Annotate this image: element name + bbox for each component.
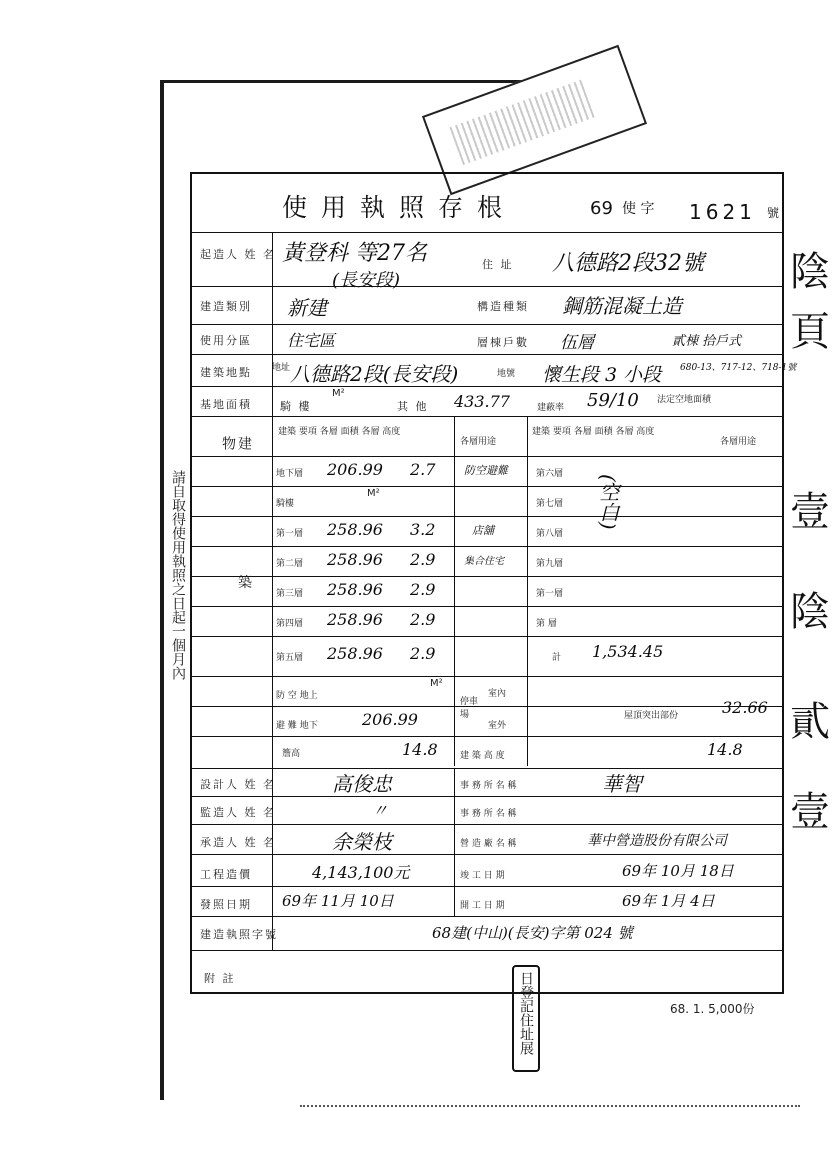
value-use-f1: 店舖 [472, 524, 494, 537]
value-address: 八德路2段32號 [552, 251, 704, 276]
value-designer-office: 華智 [602, 772, 642, 796]
permit-unit: 號 [767, 206, 780, 220]
right-char-4: 陰 [790, 589, 830, 635]
label-civil-defense: 防 空 地上 [276, 691, 318, 701]
value-building-height: 14.8 [707, 740, 743, 759]
label-site: 建築地點 [200, 366, 252, 379]
label-contractor-firm: 營 造 廠 名 稱 [460, 839, 517, 849]
label-remarks: 附 註 [204, 972, 236, 985]
label-base-area: 基地面積 [200, 398, 252, 411]
value-f5-area: 258.96 [327, 644, 383, 663]
value-building-type: 新建 [287, 296, 327, 320]
label-roof: 屋頂突出部份 [624, 711, 679, 721]
scan-edge-left [160, 80, 164, 1100]
left-margin-note: 請自取得使用執照之日起一個月內 [170, 470, 186, 680]
value-floors: 伍層 [560, 333, 594, 353]
value-applicant-sub: (長安段) [332, 270, 401, 291]
registration-stamp: 日登記住址展 [512, 965, 540, 1072]
value-designer: 高俊忠 [332, 772, 392, 796]
value-base-other: 433.77 [454, 392, 510, 411]
label-f3: 第三層 [276, 589, 304, 599]
unit-m2-arcade: M² [332, 388, 345, 399]
value-site: 八德路2段(長安段) [290, 362, 459, 386]
permit-number: 1621 [689, 200, 756, 224]
value-contractor-firm: 華中營造股份有限公司 [587, 833, 727, 849]
value-lot-numbers: 680-13、717-12、718-1號 [680, 363, 797, 373]
label-building-type: 建造類別 [200, 300, 252, 313]
label-floors: 層棟戶數 [477, 336, 529, 349]
label-f2: 第二層 [276, 559, 304, 569]
value-f4-height: 2.9 [410, 610, 436, 629]
label-area-headers: 建築 要項 各層 面積 各層 高度 [278, 427, 401, 437]
value-f5-height: 2.9 [410, 644, 436, 663]
value-structure-type: 鋼筋混凝土造 [562, 294, 682, 318]
value-coverage: 59/10 [587, 390, 639, 411]
label-designer: 設計人 姓 名 [200, 778, 276, 791]
value-supervisor: 〃 [372, 801, 389, 820]
value-basement-height: 2.7 [410, 460, 436, 479]
form-print-note: 68. 1. 5,000份 [670, 1002, 755, 1016]
value-roof: 32.66 [722, 698, 768, 717]
label-arcade-row: 騎樓 [276, 499, 295, 509]
label-f6: 第六層 [536, 469, 564, 479]
value-basement-area: 206.99 [327, 460, 383, 479]
value-f4-area: 258.96 [327, 610, 383, 629]
page-title: 使用執照存根 [282, 193, 517, 222]
label-lot: 地號 [497, 369, 516, 379]
value-f3-area: 258.96 [327, 580, 383, 599]
label-f4: 第四層 [276, 619, 304, 629]
right-char-3: 壹 [790, 489, 830, 535]
value-cost: 4,143,100元 [312, 863, 410, 882]
label-coverage: 建蔽率 [537, 403, 565, 413]
label-other: 其 他 [397, 400, 429, 413]
value-lot: 懷生段 3 小段 [542, 364, 662, 386]
permit-char: 使 字 [622, 201, 655, 217]
value-start-date: 69年 10月 18日 [622, 862, 734, 880]
title-row [192, 174, 782, 233]
label-site-address: 地址 [272, 363, 291, 373]
label-issue-date: 發照日期 [200, 898, 252, 911]
right-char-2: 頁 [790, 309, 830, 355]
unit-m2-civil: M² [430, 678, 443, 689]
value-completion-date: 69年 1月 4日 [622, 892, 715, 910]
label-completion-date: 開 工 日 期 [460, 901, 505, 911]
value-floors-extra: 貳棟 拾戶式 [672, 334, 742, 349]
label-use-header-right: 各層用途 [720, 437, 757, 447]
label-arcade: 騎 樓 [280, 400, 312, 413]
value-shelter: 206.99 [362, 710, 418, 729]
value-f2-area: 258.96 [327, 550, 383, 569]
value-applicant: 黃登科 等27名 [282, 241, 427, 266]
label-indoor: 室內 [488, 689, 507, 699]
value-blank-mark: (空白) [596, 474, 620, 530]
right-char-1: 陰 [790, 249, 830, 295]
label-supervisor: 監造人 姓 名 [200, 806, 276, 819]
value-contractor: 余榮枝 [332, 830, 392, 854]
label-license-no: 建造執照字號 [200, 928, 278, 941]
right-char-5: 貳 [790, 699, 830, 745]
value-total-area: 1,534.45 [592, 642, 664, 661]
label-zone: 使用分區 [200, 334, 252, 347]
label-contractor: 承造人 姓 名 [200, 836, 276, 849]
label-building-section: 建 築 物 [220, 436, 252, 649]
permit-year: 69 [590, 198, 613, 219]
label-eaves: 簷高 [282, 749, 301, 759]
value-f2-height: 2.9 [410, 550, 436, 569]
unit-m2-arcade-row: M² [367, 488, 380, 499]
label-basement: 地下層 [276, 469, 304, 479]
label-f-blank: 第 層 [536, 619, 557, 629]
label-parking: 停車場 [460, 697, 479, 720]
label-f8: 第八層 [536, 529, 564, 539]
label-address: 住 址 [482, 258, 514, 271]
label-f9: 第九層 [536, 559, 564, 569]
bottom-dotted-edge [300, 1105, 800, 1107]
value-use-basement: 防空避難 [464, 464, 508, 477]
label-supervisor-office: 事 務 所 名 稱 [460, 809, 517, 819]
label-use-header: 各層用途 [460, 437, 497, 447]
value-f1-area: 258.96 [327, 520, 383, 539]
value-issue-date: 69年 11月 10日 [282, 892, 394, 910]
right-char-6: 壹 [790, 789, 830, 835]
value-use-f2: 集合住宅 [464, 556, 504, 567]
value-license-no: 68建(中山)(長安)字第 024 號 [432, 924, 633, 942]
label-f1: 第一層 [276, 529, 304, 539]
permit-form [190, 172, 797, 994]
value-zone: 住宅區 [287, 331, 336, 350]
label-shelter: 避 難 地下 [276, 721, 318, 731]
value-eaves: 14.8 [402, 740, 438, 759]
label-f5: 第五層 [276, 653, 304, 663]
label-start-date: 竣 工 日 期 [460, 871, 505, 881]
label-open-space: 法定空地面積 [657, 395, 712, 405]
label-area-headers-right: 建築 要項 各層 面積 各層 高度 [532, 427, 655, 437]
label-building-height: 建 築 高 度 [460, 751, 505, 761]
label-designer-office: 事 務 所 名 稱 [460, 781, 517, 791]
label-f7: 第七層 [536, 499, 564, 509]
value-f1-height: 3.2 [410, 520, 436, 539]
label-cost: 工程造價 [200, 868, 252, 881]
label-structure-type: 構造種類 [477, 300, 529, 313]
label-f10: 第一層 [536, 589, 564, 599]
label-total: 計 [552, 653, 562, 663]
label-outdoor: 室外 [488, 721, 507, 731]
label-applicant: 起造人 姓 名 [200, 248, 276, 261]
value-f3-height: 2.9 [410, 580, 436, 599]
